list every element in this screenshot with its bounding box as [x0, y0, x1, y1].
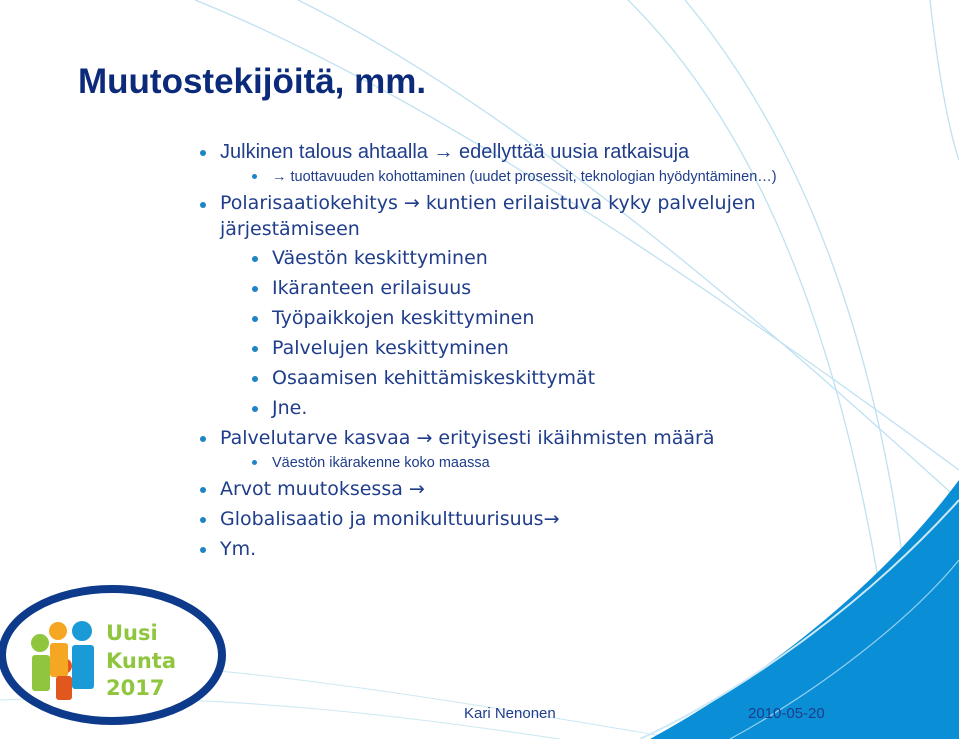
bullet-dot — [252, 316, 258, 322]
sub-bullet-item: → tuottavuuden kohottaminen (uudet prosessit, teknologian hyödyntäminen…) — [272, 169, 777, 185]
sub-bullet-item: Väestön keskittyminen — [272, 247, 488, 269]
bullet-item: Globalisaatio ja monikulttuurisuus→ — [220, 508, 560, 530]
uusi-kunta-logo — [2, 589, 222, 721]
decorative-line — [930, 0, 959, 160]
bullet-dot — [252, 406, 258, 412]
bullet-item: Palvelutarve kasvaa → erityisesti ikäihmisten määrä — [220, 427, 715, 449]
bullet-item-continuation: järjestämiseen — [220, 218, 360, 240]
bullet-dot — [200, 150, 206, 156]
bullet-dot — [252, 376, 258, 382]
sub-bullet-item: Palvelujen keskittyminen — [272, 337, 509, 359]
sub-bullet-item: Osaamisen kehittämiskeskittymät — [272, 367, 596, 389]
bullet-dot — [252, 460, 257, 465]
bullet-item: Arvot muutoksessa → — [220, 478, 425, 500]
bullet-dot — [200, 517, 206, 523]
sub-bullet-item: Väestön ikärakenne koko maassa — [272, 455, 490, 471]
bullet-dot — [200, 202, 206, 208]
bullet-dot — [200, 547, 206, 553]
footer-author: Kari Nenonen — [464, 705, 556, 722]
logo-text-year: 2017 — [106, 676, 165, 700]
bullet-dot — [200, 436, 206, 442]
bullet-dot — [252, 346, 258, 352]
bullet-dot — [252, 286, 258, 292]
slide-title: Muutostekijöitä, mm. — [78, 62, 427, 101]
bullet-dot — [252, 256, 258, 262]
bullet-item: Julkinen talous ahtaalla → edellyttää uusia ratkaisuja — [220, 141, 690, 163]
footer-date: 2010-05-20 — [748, 705, 825, 722]
sub-bullet-item: Ikäranteen erilaisuus — [272, 277, 472, 299]
bullet-item: Ym. — [220, 538, 257, 560]
sub-bullet-item: Jne. — [272, 397, 308, 419]
sub-bullet-item: Työpaikkojen keskittyminen — [272, 307, 535, 329]
bullet-item: Polarisaatiokehitys → kuntien erilaistuva kyky palvelujen — [220, 192, 756, 214]
logo-text-uusi: Uusi — [106, 621, 158, 645]
bullet-dot — [200, 487, 206, 493]
logo-text-kunta: Kunta — [106, 649, 177, 673]
bullet-dot — [252, 174, 257, 179]
